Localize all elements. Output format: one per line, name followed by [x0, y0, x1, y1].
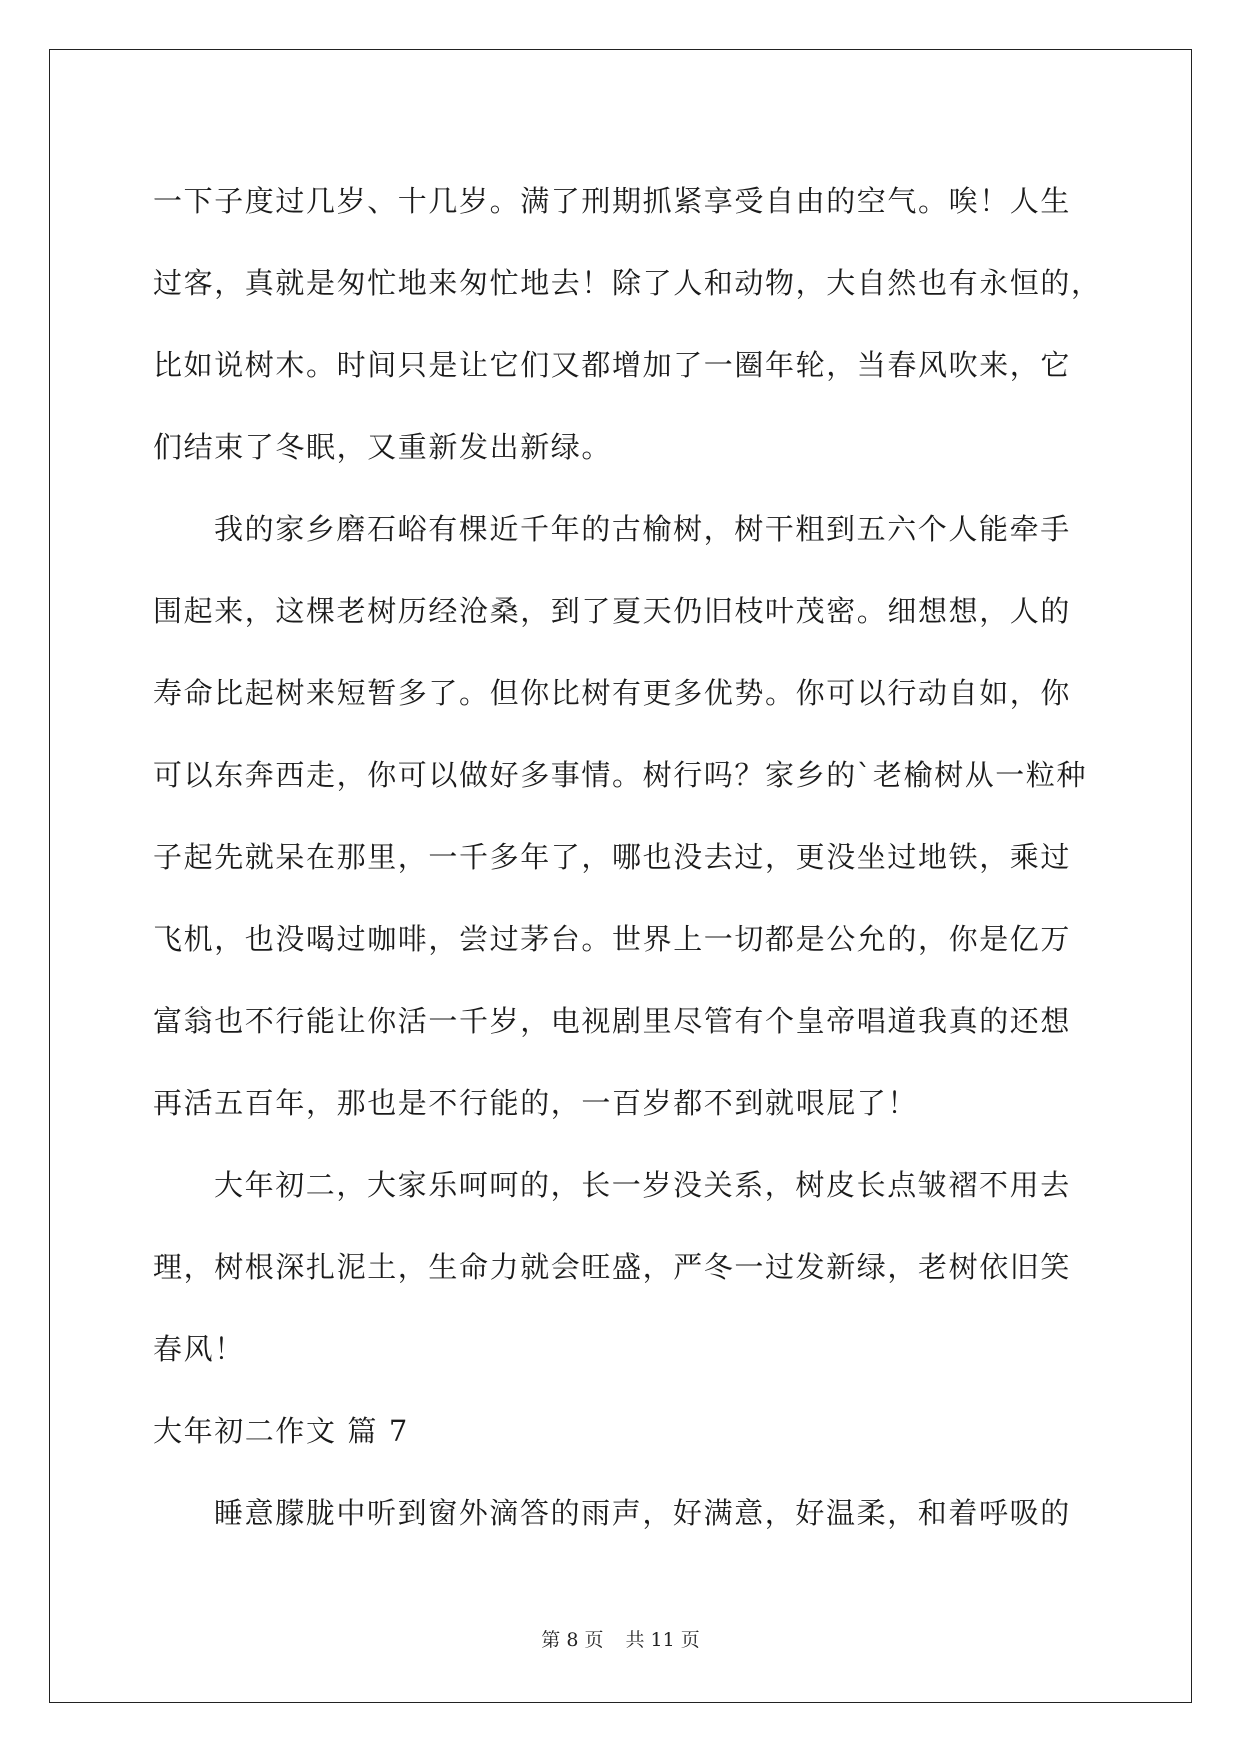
text-line: 理，树根深扎泥土，生命力就会旺盛，严冬一过发新绿，老树依旧笑 — [153, 1250, 1072, 1284]
text-line: 春风！ — [153, 1332, 245, 1366]
text-line: 一下子度过几岁、十几岁。满了刑期抓紧享受自由的空气。唉！人生 — [153, 184, 1072, 218]
document-body — [153, 160, 1102, 1554]
paragraph-start-line: 大年初二，大家乐呵呵的，长一岁没关系，树皮长点皱褶不用去 — [214, 1168, 1071, 1202]
text-line: 寿命比起树来短暂多了。但你比树有更多优势。你可以行动自如，你 — [153, 676, 1072, 710]
page-footer — [0, 1625, 1241, 1652]
page-total: 共 11 页 — [625, 1629, 700, 1651]
text-line: 围起来，这棵老树历经沧桑，到了夏天仍旧枝叶茂密。细想想，人的 — [153, 594, 1072, 628]
text-line: 子起先就呆在那里，一千多年了，哪也没去过，更没坐过地铁，乘过 — [153, 840, 1072, 874]
page-number: 第 8 页 — [541, 1629, 604, 1651]
text-line: 过客，真就是匆忙地来匆忙地去！除了人和动物，大自然也有永恒的， — [153, 266, 1102, 300]
text-line: 富翁也不行能让你活一千岁，电视剧里尽管有个皇帝唱道我真的还想 — [153, 1004, 1072, 1038]
paragraph-start-line: 睡意朦胧中听到窗外滴答的雨声，好满意，好温柔，和着呼吸的 — [214, 1496, 1071, 1530]
text-line: 比如说树木。时间只是让它们又都增加了一圈年轮，当春风吹来，它 — [153, 348, 1072, 382]
paragraph-start-line: 我的家乡磨石峪有棵近千年的古榆树，树干粗到五六个人能牵手 — [214, 512, 1071, 546]
section-heading: 大年初二作文 篇 7 — [153, 1414, 409, 1448]
text-line: 们结束了冬眠，又重新发出新绿。 — [153, 430, 613, 464]
text-line: 可以东奔西走，你可以做好多事情。树行吗？家乡的`老榆树从一粒种 — [153, 758, 1088, 792]
text-line: 再活五百年，那也是不行能的，一百岁都不到就哏屁了！ — [153, 1086, 919, 1120]
text-line: 飞机，也没喝过咖啡，尝过茅台。世界上一切都是公允的，你是亿万 — [153, 922, 1072, 956]
